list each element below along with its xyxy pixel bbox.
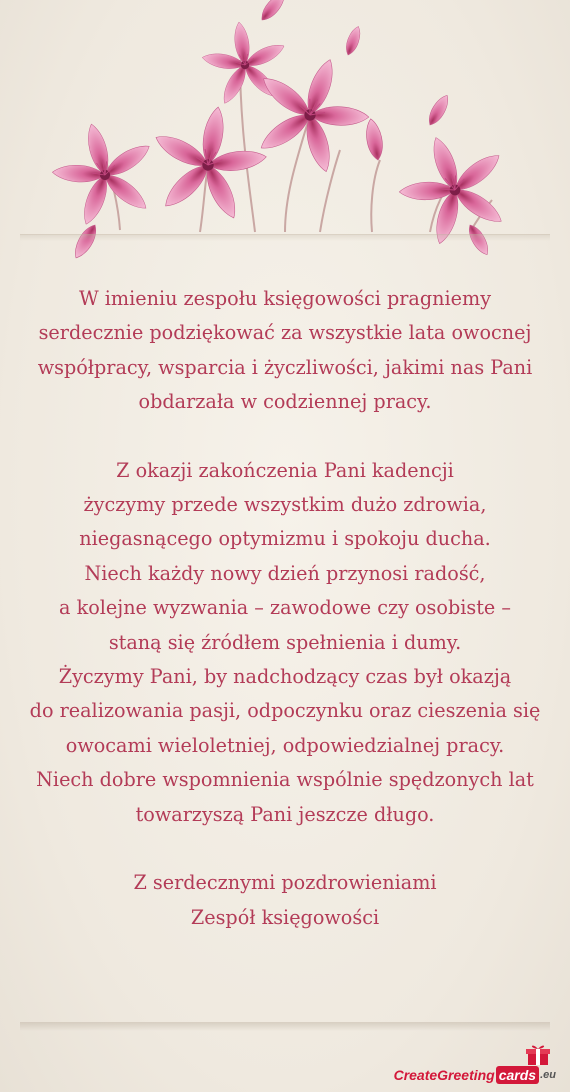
message-line: Z okazji zakończenia Pani kadencji xyxy=(116,458,454,482)
message-line: niegasnącego optymizmu i spokoju ducha. xyxy=(79,527,491,551)
logo-part-1: CreateGreeting xyxy=(393,1067,495,1083)
message-line: owocami wieloletniej, odpowiedzialnej pracy. xyxy=(65,733,505,757)
message-line: życzymy przede wszystkim dużo zdrowia, xyxy=(83,493,487,517)
message-line: do realizowania pasji, odpoczynku oraz cieszenia się xyxy=(29,699,541,723)
message-line: a kolejne wyzwania – zawodowe czy osobiste – xyxy=(59,596,511,620)
message-line: Niech każdy nowy dzień przynosi radość, xyxy=(84,561,486,585)
message-line: staną się źródłem spełnienia i dumy. xyxy=(108,630,462,654)
message-line: Niech dobre wspomnienia wspólnie spędzonych lat xyxy=(36,768,534,792)
card-message xyxy=(20,282,550,969)
wishes-paragraph xyxy=(20,454,550,832)
message-line: W imieniu zespołu księgowości pragniemy xyxy=(78,287,492,310)
message-line: Życzymy Pani, by nadchodzący czas był okazją xyxy=(58,665,512,689)
message-line: obdarzała w codziennej pracy. xyxy=(138,390,432,414)
message-line: Z serdecznymi pozdrowieniami xyxy=(133,871,437,895)
brand-logo[interactable] xyxy=(394,1062,556,1088)
message-line: serdecznie podziękować za wszystkie lata owocnej xyxy=(38,321,532,345)
greeting-paragraph xyxy=(20,282,550,420)
logo-part-2: cards xyxy=(496,1066,539,1084)
message-line: współpracy, wsparcia i życzliwości, jakimi nas Pani xyxy=(37,355,533,379)
cherry-blossom-illustration xyxy=(0,0,570,260)
bottom-divider xyxy=(20,1022,550,1031)
message-line: towarzyszą Pani jeszcze długo. xyxy=(135,802,435,826)
logo-part-3: .eu xyxy=(540,1069,556,1081)
signature-line: Zespół księgowości xyxy=(190,905,380,929)
signature-paragraph xyxy=(20,866,550,935)
top-divider xyxy=(20,234,550,241)
